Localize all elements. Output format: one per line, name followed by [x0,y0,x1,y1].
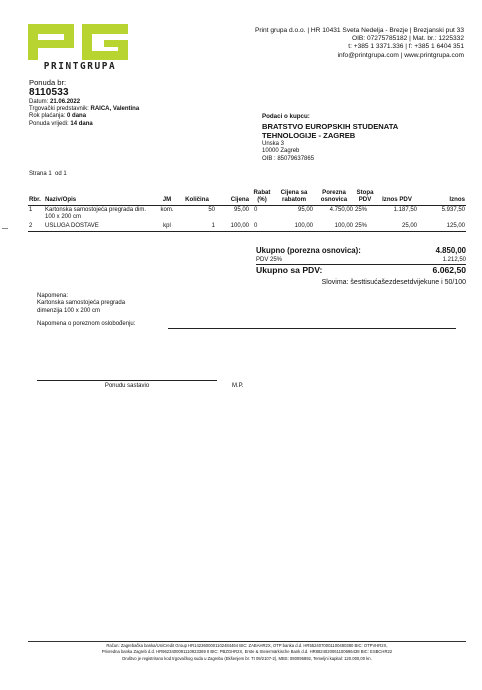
signature-line [37,380,217,381]
cell-cijena: 95,00 [233,207,249,213]
cell-iznos: 125,00 [446,223,465,229]
footer-divider [28,641,466,642]
cell-cijena-rabat: 100,00 [294,223,313,229]
logo-wordmark: PRINTGRUPA [43,61,117,72]
header-stopa: Stopa PDV [356,189,374,203]
company-logo [28,24,132,72]
rep-label: Trgovački predstavnik: [29,106,89,113]
total-base-value: 4.850,00 [435,246,466,255]
footer-line-2: Privredna banka Zagreb d.d. HR9623400091110923369 0 BIC: PBZGHR2X, Erste & Steiermärkische Bank d.d. HR8824020061100696438 BIC: ESBCHR22 [101,649,393,655]
offer-meta [29,99,139,128]
company-line-4: info@printgrupa.com | www.printgrupa.com [337,51,464,59]
cell-rbr: 2 [29,223,33,229]
cell-jm: kom. [160,207,174,213]
total-grand-row [256,265,466,276]
payment-value: 0 dana [67,113,87,120]
cell-iznos-pdv: 1.187,50 [393,207,417,213]
footer-line-3: Društvo je registrirano kod trgovačkog suda u Zagrebu (Ekšenjem br. Tt 09/2107-2), MBS: 080095892, Temeljni kapital: 120.000,00 kn. [122,655,372,661]
items-table [28,189,466,232]
header-rbr: Rbr. [29,196,41,203]
fold-mark [2,228,8,229]
footer [28,643,466,662]
buyer-label: Podaci o kupcu: [262,113,310,120]
page-total: 1 [63,171,67,177]
buyer-block [262,113,472,163]
cell-jm: kpl [163,223,171,229]
company-line-3: t: +385 1 3371.336 | f: +385 1 6404 351 [348,43,464,51]
table-header-row [28,189,466,206]
cell-osnovica: 100,00 [334,223,353,229]
cell-iznos: 5.937,50 [441,207,465,213]
cell-cijena: 100,00 [230,223,249,229]
note-block [37,293,125,315]
total-vat-label: PDV 25% [256,257,283,263]
signature-label: Ponudu sastavio [104,383,150,389]
stamp-label: M.P. [232,383,244,389]
buyer-city: 10000 Zagreb [262,148,300,155]
rep-value: RAICA, Valentina [90,106,140,113]
date-value: 21.06.2022 [50,99,81,105]
cell-stopa: 25% [355,207,368,213]
company-line-1: Print grupa d.o.o. | HR 10431 Sveta Nedelja - Brezje | Brezjanski put 33 [254,27,464,34]
total-base-label: Ukupno (porezna osnovica): [256,246,361,255]
cell-naziv: USLUGA DOSTAVE [45,223,99,229]
header-osnovica: Porezna osnovica [320,189,348,203]
header-iznos: Iznos [449,196,465,203]
cell-cijena-rabat: 95,00 [297,207,313,213]
buyer-street: Unska 3 [262,141,285,147]
table-row [28,206,466,223]
buyer-name-line-2: TEHNOLOGIJE - ZAGREB [262,131,356,140]
cell-rabat: 0 [254,207,258,213]
total-grand-value: 6.062,50 [432,265,466,275]
valid-label: Ponuda vrijedi: [29,120,69,127]
total-vat-value: 1.212,50 [442,257,466,263]
cell-rbr: 1 [29,207,33,213]
cell-iznos-pdv: 25,00 [401,223,417,229]
buyer-name-line-1: BRATSTVO EUROPSKIH STUDENATA [262,122,399,131]
total-base-row [256,246,466,256]
note-line-2: dimenzija 100 x 200 cm [37,307,101,314]
header-naziv: Naziv/Opis [45,196,77,203]
offer-label: Ponuda br: [29,78,67,87]
table-row [28,222,466,232]
header-jm: JM [162,196,172,203]
buyer-address [262,141,472,163]
total-vat-row [256,256,466,264]
tax-exemption-label: Napomena o poreznom oslobođenju: [37,321,136,327]
amount-in-words: Slovima: šesttisućašezdesetdvijekune i 50/100 [321,279,466,286]
cell-stopa: 25% [355,223,368,229]
company-line-2: OIB: 07275785182 | Mat. br.: 1225332 [351,35,464,43]
cell-kolicina: 1 [211,223,215,229]
cell-kolicina: 50 [208,207,215,213]
company-info [164,27,464,60]
tax-exemption-line [168,328,456,329]
buyer-oib: OIB : 85079637865 [262,155,315,162]
page-of: od [55,171,62,177]
note-line-1: Kartonska samostojeća pregrada [37,300,126,307]
payment-label: Rok plaćanja: [29,113,66,120]
header-cijena-rabat: Cijena sa rabatom [280,189,308,203]
date-label: Datum: [29,99,49,105]
page-label: Strana [29,171,47,177]
footer-line-1: Račun: Zagrebačka banka/UniCredit Group HR1423600001102484464 BIC: ZABAHR2X, OTP banka d.d. HR5524070001100480380 BIC: OTPVHR2X, [106,643,388,648]
valid-value: 14 dana [70,120,93,127]
cell-osnovica: 4.750,00 [329,207,353,213]
totals-block [256,246,466,276]
total-grand-label: Ukupno sa PDV: [256,265,323,275]
header-iznos-pdv: Iznos PDV [382,196,412,203]
cell-rabat: 0 [254,223,258,229]
page-current: 1 [48,171,52,177]
page-number [29,171,67,177]
note-label: Napomena: [37,293,69,299]
header-rabat: Rabat (%) [253,189,271,203]
header-kolicina: Količina [185,196,209,203]
cell-naziv: Kartonska samostojeća pregrada dim. 100 x 200 cm [45,207,147,220]
offer-number: 8110533 [29,87,69,98]
buyer-name [262,122,472,140]
header-cijena: Cijena [230,196,249,203]
